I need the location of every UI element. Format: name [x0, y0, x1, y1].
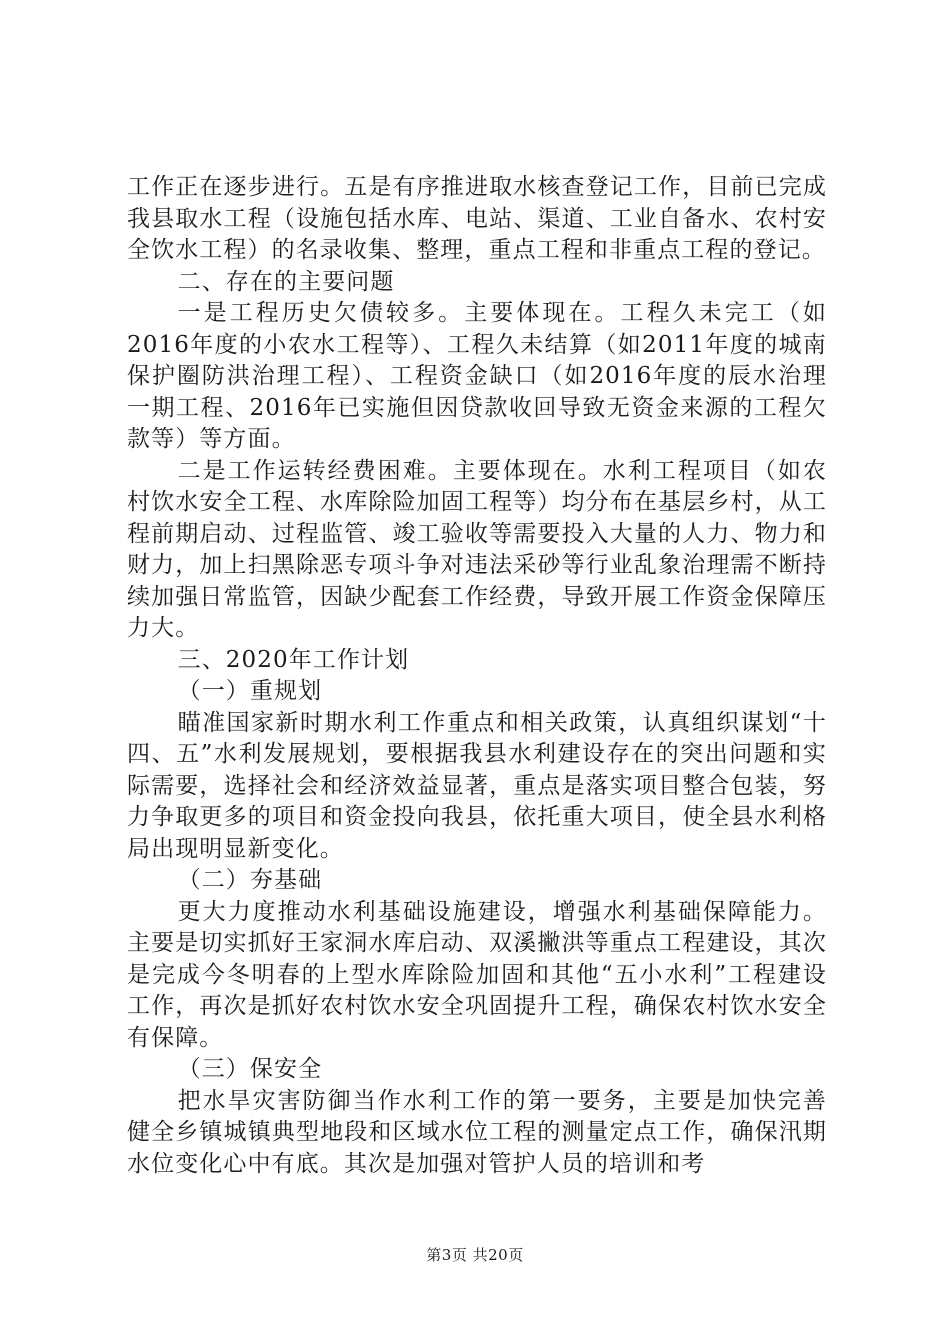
paragraph-7: 瞄准国家新时期水利工作重点和相关政策，认真组织谋划“十四、五”水利发展规划，要根据我县水利建设存在的突出问题和实际需要，选择社会和经济效益显著，重点是落实项目整合包装，努力争取更多的项目和资金投向我县，依托重大项目，使全县水利格局出现明显新变化。 [127, 709, 827, 862]
section-heading-plan: 三、2020年工作计划 [177, 646, 410, 673]
paragraph-11: 把水旱灾害防御当作水利工作的第一要务，主要是加快完善健全乡镇城镇典型地段和区域水位工程的测量定点工作，确保汛期水位变化心中有底。其次是加强对管护人员的培训和考 [127, 1087, 827, 1177]
section-heading-problems: 二、存在的主要问题 [177, 268, 395, 295]
paragraph-9: 更大力度推动水利基础设施建设，增强水利基础保障能力。主要是切实抓好王家洞水库启动、双溪撇洪等重点工程建设，其次是完成今冬明春的上型水库除险加固和其他“五小水利”工程建设工作，再次是抓好农村饮水安全巩固提升工程，确保农村饮水安全有保障。 [127, 898, 827, 1051]
paragraph-1: 工作正在逐步进行。五是有序推进取水核查登记工作，目前已完成我县取水工程（设施包括水库、电站、渠道、工业自备水、农村安全饮水工程）的名录收集、整理，重点工程和非重点工程的登记。 [127, 174, 827, 263]
page-number-footer: 第3页 共20页 [426, 1246, 524, 1264]
paragraph-3: 一是工程历史欠债较多。主要体现在。工程久未完工（如2016年度的小农水工程等）、工程久未结算（如2011年度的城南保护圈防洪治理工程）、工程资金缺口（如2016年度的辰水治理一期工程、2016年已实施但因贷款收回导致无资金来源的工程欠款等）等方面。 [127, 300, 827, 452]
paragraph-4: 二是工作运转经费困难。主要体现在。水利工程项目（如农村饮水安全工程、水库除险加固工程等）均分布在基层乡村，从工程前期启动、过程监管、竣工验收等需要投入大量的人力、物力和财力，加上扫黑除恶专项斗争对违法采砂等行业乱象治理需不断持续加强日常监管，因缺少配套工作经费，导致开展工作资金保障压力大。 [127, 457, 827, 641]
subheading-safety: （三）保安全 [177, 1056, 323, 1082]
subheading-foundation: （二）夯基础 [177, 867, 323, 893]
subheading-planning: （一）重规划 [177, 678, 323, 704]
document-body [127, 172, 827, 1180]
